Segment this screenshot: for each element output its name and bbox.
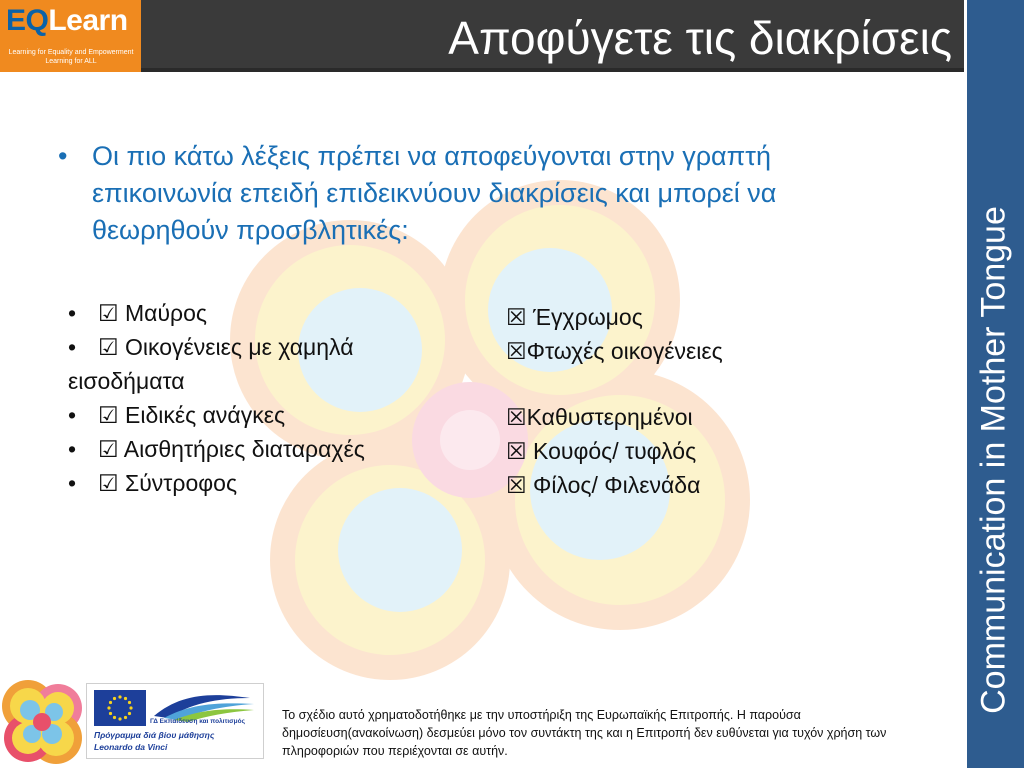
bullet-marker: • <box>68 470 77 496</box>
logo-brand-eq: EQ <box>6 4 49 37</box>
list-item: ☒ Φίλος/ Φιλενάδα <box>506 472 701 498</box>
bullet-marker: • <box>68 402 77 428</box>
title-bar-underline <box>140 68 964 72</box>
list-item-text: ☑ Ειδικές ανάγκες <box>98 402 286 428</box>
main-bullet-text: Οι πιο κάτω λέξεις πρέπει να αποφεύγονται στην γραπτή επικοινωνία επειδή επιδεικνύουν διακρίσεις και μπορεί να θεωρηθούν προσβλητικές: <box>92 141 777 245</box>
bullet-marker: • <box>68 436 77 462</box>
list-item-text: ☑ Αισθητήριες διαταραχές <box>98 436 365 462</box>
avoided-terms-list <box>506 300 836 502</box>
list-item <box>68 432 458 466</box>
flower-logo-icon <box>0 672 86 768</box>
list-item: ☒ Κουφός/ τυφλός <box>506 438 697 464</box>
eqlearn-logo <box>0 0 141 72</box>
main-bullet-marker: • <box>58 141 68 171</box>
logo-tagline-line-2: Learning for ALL <box>45 58 97 65</box>
list-spacer <box>506 368 836 400</box>
slide-title: Αποφύγετε τις διακρίσεις <box>448 12 952 64</box>
list-item-text: ☑ Οικογένειες με χαμηλά <box>98 334 354 360</box>
logo-wordmark <box>6 4 128 38</box>
list-item: ☒ Έγχρωμος <box>506 304 643 330</box>
eu-programme-line-2: Leonardo da Vinci <box>94 742 168 752</box>
logo-brand-learn: Learn <box>48 4 128 37</box>
eu-programme-line-1: Πρόγραμμα διά βίου μάθησης <box>94 730 215 740</box>
list-item-text: ☑ Σύντροφος <box>98 470 238 496</box>
side-title: Communication in Mother Tongue <box>974 206 1013 714</box>
accepted-terms-list <box>68 296 458 500</box>
list-item <box>68 296 458 330</box>
eu-dept-label: ΓΔ Εκπαίδευση και πολιτισμός <box>150 718 245 725</box>
list-item-text: ☑ Μαύρος <box>98 300 208 326</box>
list-item <box>68 398 458 432</box>
bullet-marker: • <box>68 334 77 360</box>
list-item <box>68 330 458 398</box>
eu-flag-icon <box>94 690 146 726</box>
bullet-marker: • <box>68 300 77 326</box>
list-item: ☒Καθυστερημένοι <box>506 404 693 430</box>
list-item-continuation: εισοδήματα <box>68 368 185 394</box>
list-item: ☒Φτωχές οικογένειες <box>506 338 723 364</box>
logo-tagline-line-1: Learning for Equality and Empowerment <box>8 49 134 56</box>
list-item <box>68 466 458 500</box>
main-bullet <box>58 138 838 249</box>
logo-tagline <box>4 48 138 66</box>
funding-disclaimer: Το σχέδιο αυτό χρηματοδοτήθηκε με την υποστήριξη της Ευρωπαϊκής Επιτροπής. Η παρούσα δημοσίευση(ανακοίνωση) δεσμεύει μόνο τον συντάκτη της και η Επιτροπή δεν ευθύνεται για τυχόν χρήση των πληροφοριών που περιέχονται σε αυτήν. <box>282 708 887 758</box>
